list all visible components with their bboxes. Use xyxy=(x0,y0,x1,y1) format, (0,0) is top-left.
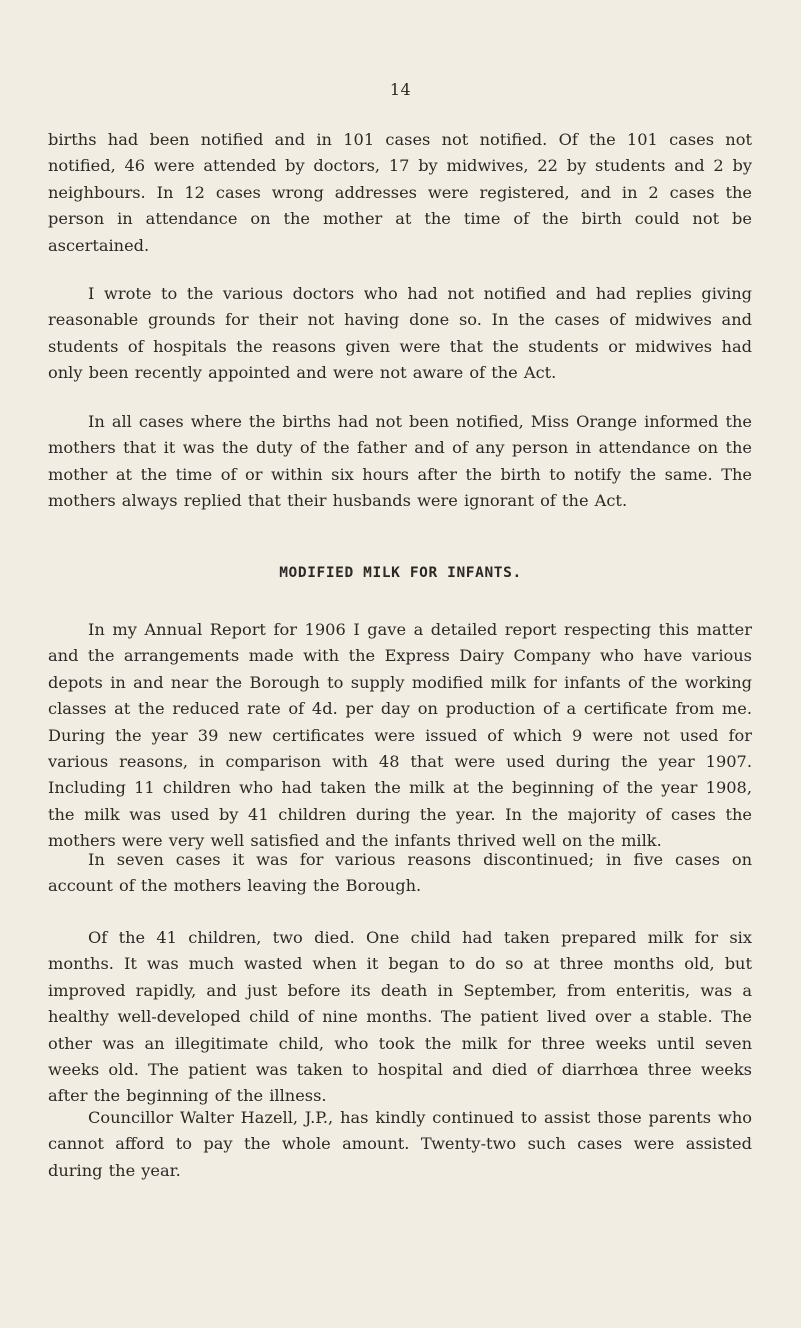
paragraph-notification-results: births had been notified and in 101 cases not notified. Of the 101 cases not notified, 46 were attended by doctors, 17 by midwives, 22 by students and 2 by neighbours. In 12 cases wrong addresses were registered, and in 2 cases the person in attendance on the mother at the time of the birth could not be ascertained. xyxy=(48,130,752,255)
paragraph-discontinued: In seven cases it was for various reasons discontinued; in five cases on account of the mothers leaving the Borough. xyxy=(48,850,752,896)
paragraph-annual-report: In my Annual Report for 1906 I gave a detailed report respecting this matter and the arrangements made with the Express Dairy Company who have various depots in and near the Borough to supply modified milk for infants of the working classes at the reduced rate of 4d. per day on production of a certificate from me. During the year 39 new certificates were issued of which 9 were not used for various reasons, in comparison with 48 that were used during the year 1907. Including 11 children who had taken the milk at the beginning of the year 1908, the milk was used by 41 children during the year. In the majority of cases the mothers were very well satisfied and the infants thrived well on the milk. xyxy=(48,620,752,851)
paragraph-deaths: Of the 41 children, two died. One child had taken prepared milk for six months. It was much wasted when it began to do so at three months old, but improved rapidly, and just before its death in September, from enteritis, was a healthy well-developed child of nine months. The patient lived over a stable. The other was an illegitimate child, who took the milk for three weeks until seven weeks old. The patient was taken to hospital and died of diarrhœa three weeks after the beginning of the illness. xyxy=(48,928,752,1106)
section-heading: MODIFIED MILK FOR INFANTS. xyxy=(279,565,522,581)
page-number: 14 xyxy=(389,80,412,99)
paragraph-doctors-replies: I wrote to the various doctors who had not notified and had replies giving reasonable grounds for their not having done so. In the cases of midwives and students of hospitals the reasons given were that the students or midwives had only been recently appointed and were not aware of the Act. xyxy=(48,284,752,383)
paragraph-councillor-assistance: Councillor Walter Hazell, J.P., has kindly continued to assist those parents who cannot afford to pay the whole amount. Twenty-two such cases were assisted during the year. xyxy=(48,1108,752,1180)
paragraph-mothers-informed: In all cases where the births had not been notified, Miss Orange informed the mothers that it was the duty of the father and of any person in attendance on the mother at the time of or within six hours after the birth to notify the same. The mothers always replied that their husbands were ignorant of the Act. xyxy=(48,412,752,511)
